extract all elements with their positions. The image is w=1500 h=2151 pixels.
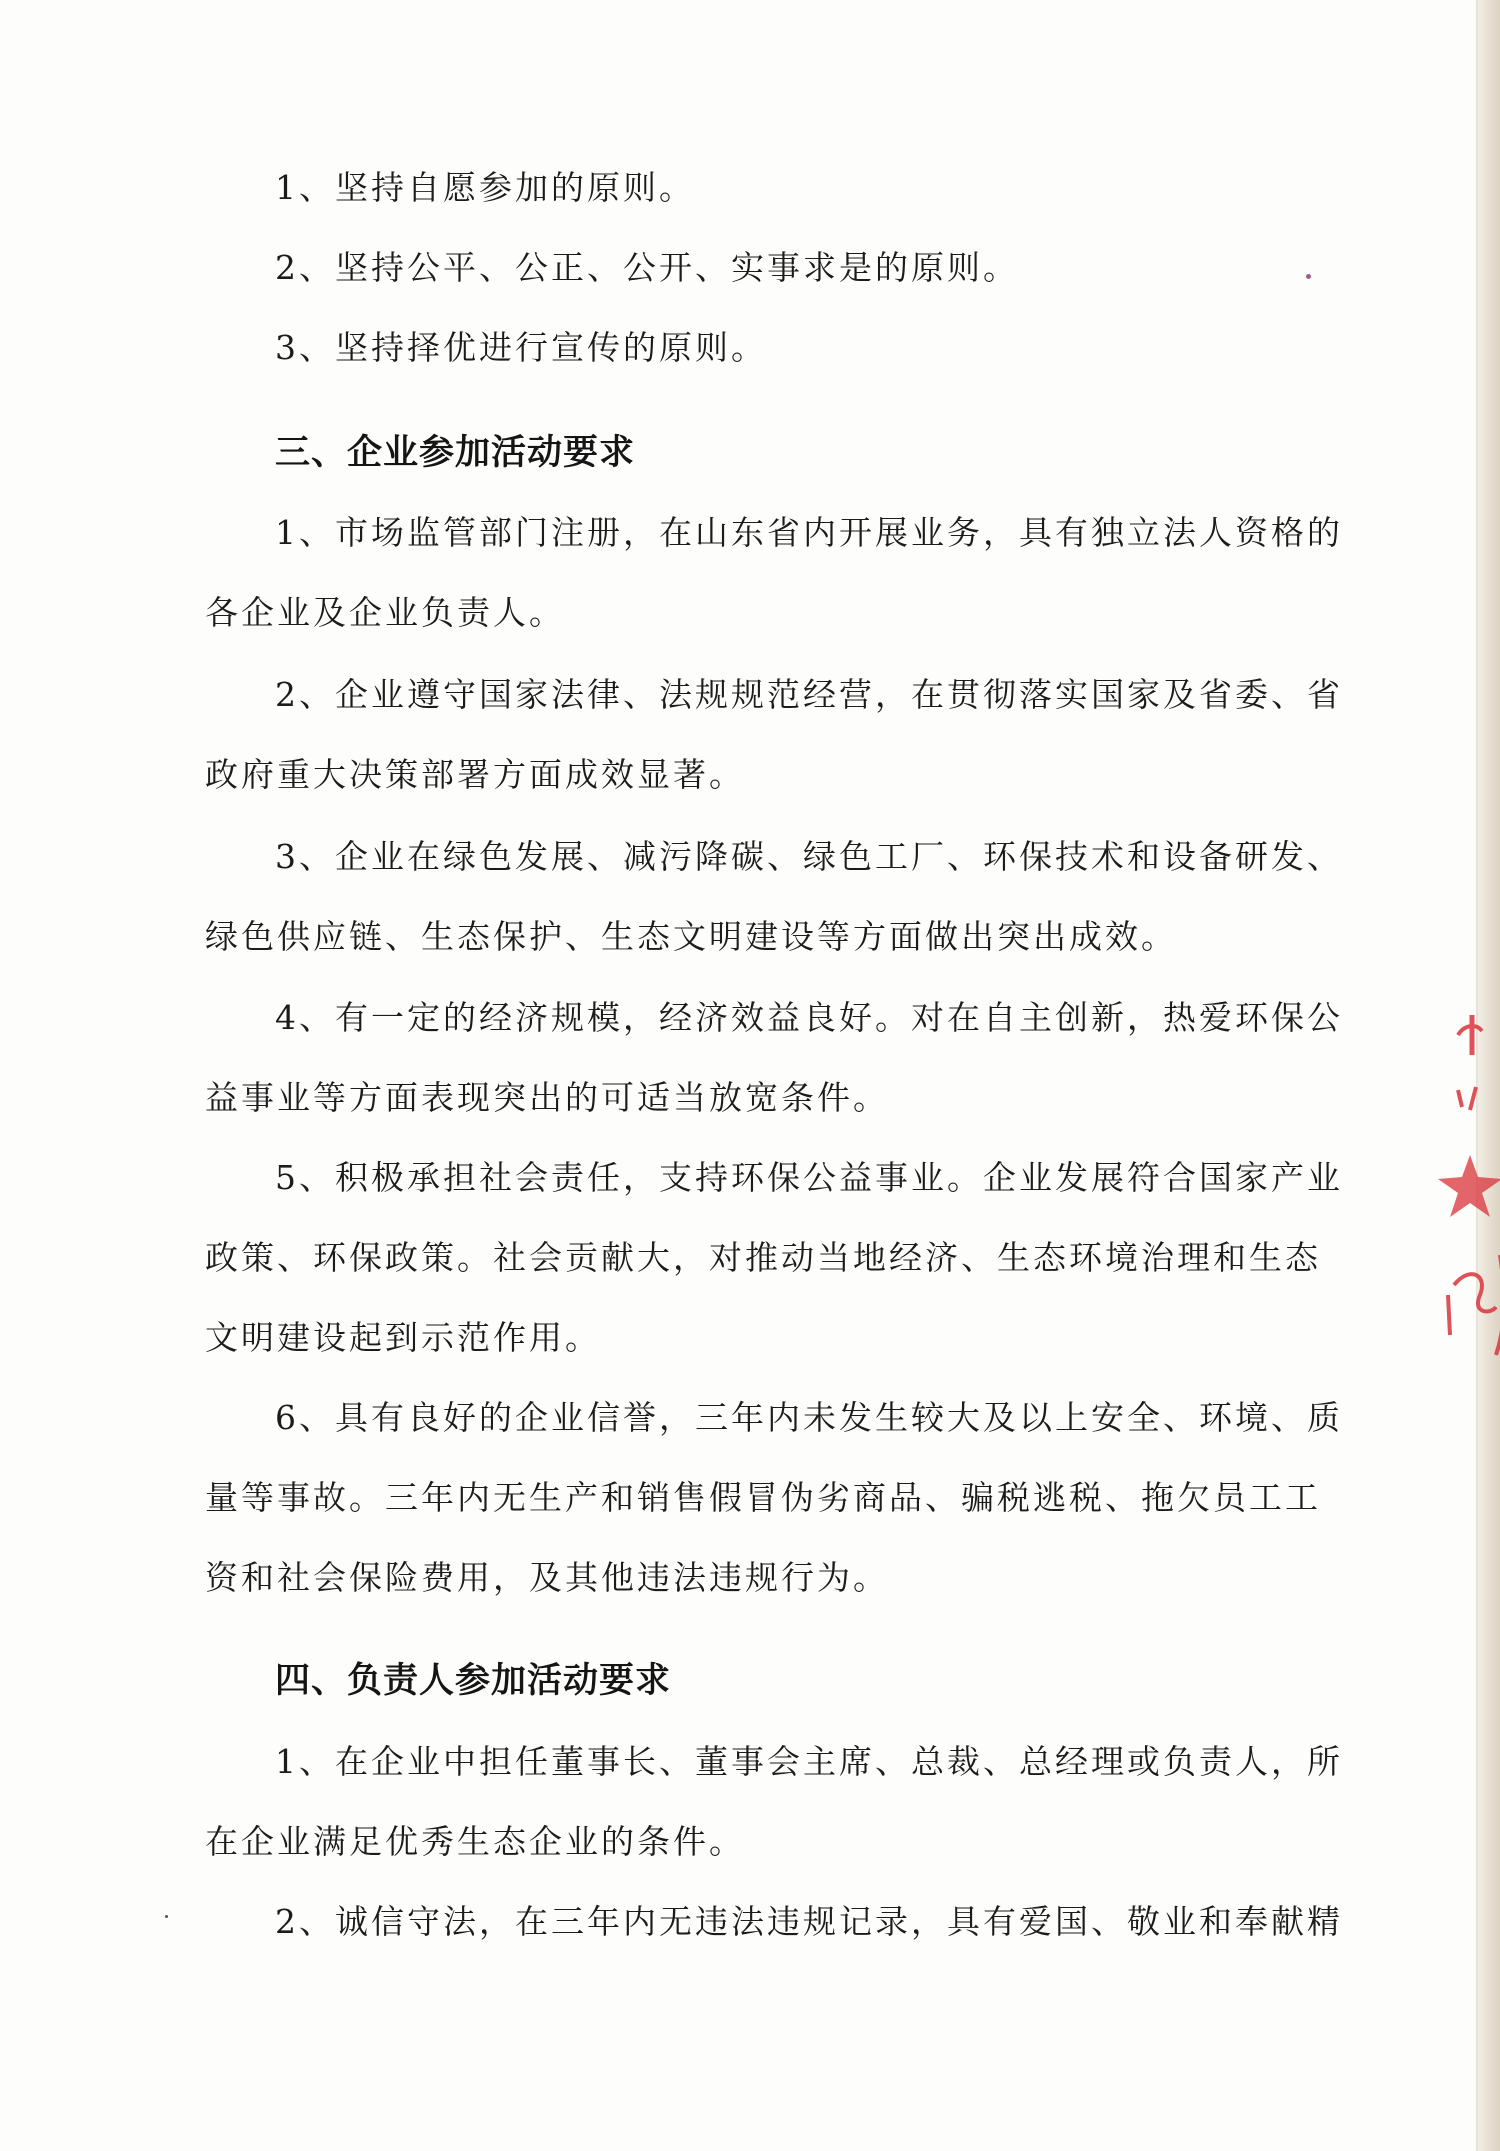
paragraph-line: 4、有一定的经济规模，经济效益良好。对在自主创新，热爱环保公	[275, 998, 1343, 1037]
paragraph-line: 2、企业遵守国家法律、法规规范经营，在贯彻落实国家及省委、省	[275, 675, 1343, 714]
paragraph-line: 2、诚信守法，在三年内无违法违规记录，具有爱国、敬业和奉献精	[275, 1902, 1343, 1941]
scan-speck	[165, 1915, 168, 1918]
section-heading-4: 四、负责人参加活动要求	[275, 1661, 672, 1701]
principle-2: 2、坚持公平、公正、公开、实事求是的原则。	[275, 248, 1019, 287]
paragraph-line: 在企业满足优秀生态企业的条件。	[205, 1822, 745, 1861]
paragraph-line: 政府重大决策部署方面成效显著。	[205, 755, 745, 794]
paragraph-line: 各企业及企业负责人。	[205, 593, 565, 632]
section-heading-3: 三、企业参加活动要求	[275, 433, 636, 473]
principle-1: 1、坚持自愿参加的原则。	[275, 168, 695, 207]
paragraph-line: 3、企业在绿色发展、减污降碳、绿色工厂、环保技术和设备研发、	[275, 837, 1343, 876]
paragraph-line: 1、市场监管部门注册，在山东省内开展业务，具有独立法人资格的	[275, 513, 1343, 552]
paragraph-line: 资和社会保险费用，及其他违法违规行为。	[205, 1558, 889, 1597]
paragraph-line: 量等事故。三年内无生产和销售假冒伪劣商品、骗税逃税、拖欠员工工	[205, 1478, 1321, 1517]
principle-3: 3、坚持择优进行宣传的原则。	[275, 328, 767, 367]
partial-seal	[1410, 995, 1500, 1385]
paragraph-line: 1、在企业中担任董事长、董事会主席、总裁、总经理或负责人，所	[275, 1742, 1343, 1781]
paragraph-line: 益事业等方面表现突出的可适当放宽条件。	[205, 1078, 889, 1117]
paragraph-line: 6、具有良好的企业信誉，三年内未发生较大及以上安全、环境、质	[275, 1398, 1343, 1437]
scan-speck	[1306, 274, 1311, 279]
paragraph-line: 5、积极承担社会责任，支持环保公益事业。企业发展符合国家产业	[275, 1158, 1343, 1197]
paragraph-line: 绿色供应链、生态保护、生态文明建设等方面做出突出成效。	[205, 917, 1177, 956]
paragraph-line: 政策、环保政策。社会贡献大，对推动当地经济、生态环境治理和生态	[205, 1238, 1321, 1277]
paragraph-line: 文明建设起到示范作用。	[205, 1318, 601, 1357]
